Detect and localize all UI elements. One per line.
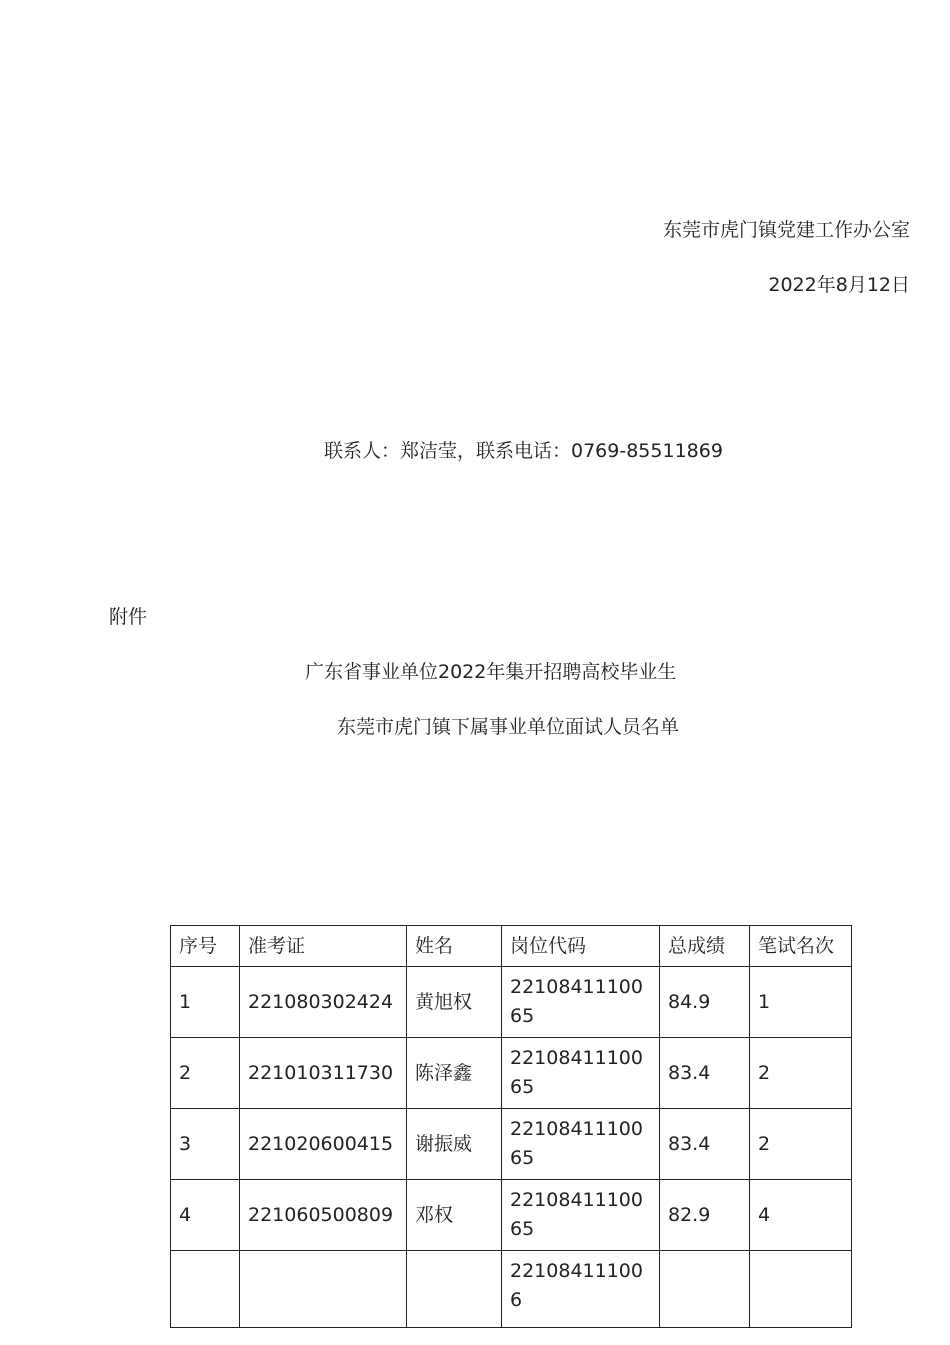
cell-name: 谢振威 [407,1109,502,1180]
cell-position-code: 2210841110065 [502,1038,660,1109]
issue-date: 2022年8月12日 [768,274,910,296]
cell-name: 黄旭权 [407,967,502,1038]
cell-index: 1 [171,967,240,1038]
cell-exam-rank: 1 [750,967,852,1038]
cell-ticket: 221020600415 [240,1109,407,1180]
cell-position-code: 2210841110065 [502,967,660,1038]
header-cell-total-score: 总成绩 [660,926,750,967]
cell-index: 4 [171,1180,240,1251]
cell-position-code: 221084111006 [502,1251,660,1328]
table-row [171,1109,852,1180]
cell-total-score: 82.9 [660,1180,750,1251]
interview-list-table [170,925,852,1328]
cell-total-score [660,1251,750,1328]
contact-info: 联系人：郑洁莹，联系电话：0769-85511869 [324,440,723,462]
issuing-office: 东莞市虎门镇党建工作办公室 [662,219,910,241]
cell-ticket: 221010311730 [240,1038,407,1109]
list-title-line-2: 东莞市虎门镇下属事业单位面试人员名单 [337,716,680,738]
cell-index: 3 [171,1109,240,1180]
header-cell-exam-rank: 笔试名次 [750,926,852,967]
table-row [171,1251,852,1328]
cell-total-score: 84.9 [660,967,750,1038]
table-row [171,967,852,1038]
cell-exam-rank [750,1251,852,1328]
interview-list-table-container [170,925,851,1311]
cell-name: 邓权 [407,1180,502,1251]
cell-exam-rank: 4 [750,1180,852,1251]
header-cell-index: 序号 [171,926,240,967]
header-cell-name: 姓名 [407,926,502,967]
cell-total-score: 83.4 [660,1038,750,1109]
table-row [171,1180,852,1251]
cell-ticket [240,1251,407,1328]
list-title-line-1: 广东省事业单位2022年集开招聘高校毕业生 [305,661,677,683]
cell-ticket: 221060500809 [240,1180,407,1251]
cell-index: 2 [171,1038,240,1109]
cell-name: 陈泽鑫 [407,1038,502,1109]
table-row [171,1038,852,1109]
cell-name [407,1251,502,1328]
cell-exam-rank: 2 [750,1109,852,1180]
header-cell-ticket: 准考证 [240,926,407,967]
cell-total-score: 83.4 [660,1109,750,1180]
cell-position-code: 2210841110065 [502,1109,660,1180]
table-header-row [171,926,852,967]
cell-ticket: 221080302424 [240,967,407,1038]
cell-position-code: 2210841110065 [502,1180,660,1251]
cell-index [171,1251,240,1328]
attachment-label: 附件 [109,606,148,628]
cell-exam-rank: 2 [750,1038,852,1109]
header-cell-position-code: 岗位代码 [502,926,660,967]
